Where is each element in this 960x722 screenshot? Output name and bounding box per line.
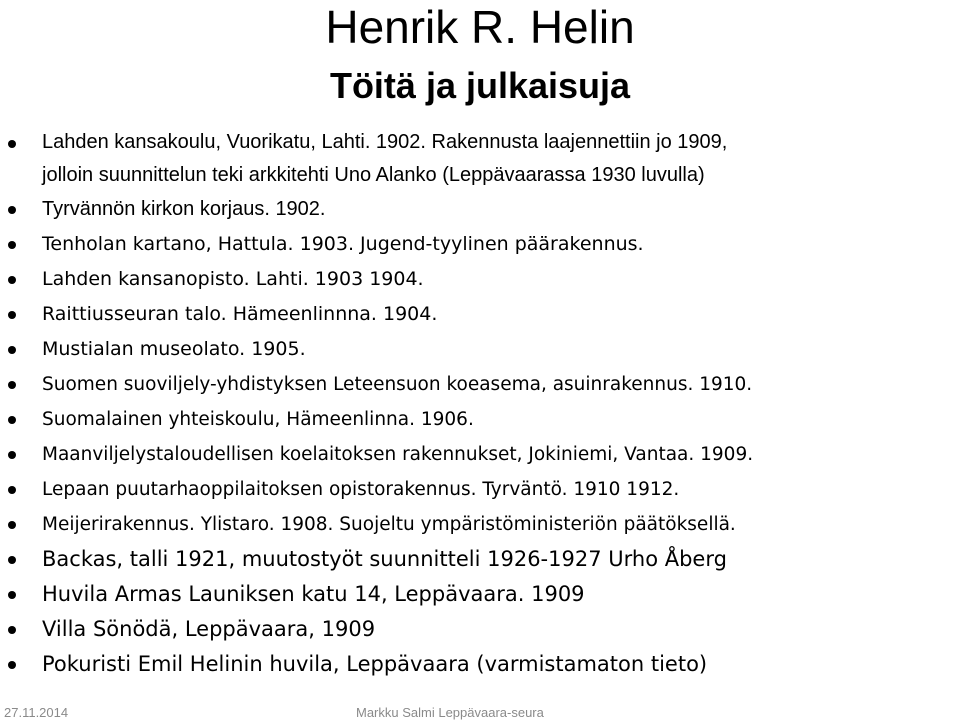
list-item-text: Tyrvännön kirkon korjaus. 1902.: [42, 198, 326, 220]
bullet-icon: [8, 521, 16, 529]
list-item: [0, 647, 960, 682]
bullet-icon: [8, 346, 16, 354]
list-item: [0, 297, 960, 332]
list-item-text: Huvila Armas Launiksen katu 14, Leppävaara. 1909: [42, 582, 585, 606]
list-item: [0, 126, 960, 192]
list-item: [0, 332, 960, 367]
bullet-icon: [8, 556, 16, 564]
list-item: [0, 612, 960, 647]
bullet-icon: [8, 591, 16, 599]
list-item: [0, 542, 960, 577]
list-item: [0, 262, 960, 297]
list-item-text: Maanviljelystaloudellisen koelaitoksen rakennukset, Jokiniemi, Vantaa. 1909.: [42, 444, 754, 465]
footer-author: Markku Salmi Leppävaara-seura: [356, 705, 544, 720]
page-title: Henrik R. Helin: [325, 1, 635, 53]
bullet-icon: [8, 451, 16, 459]
list-item: [0, 367, 960, 402]
list-item: [0, 577, 960, 612]
list-item: [0, 192, 960, 227]
list-item: [0, 227, 960, 262]
list-item: [0, 437, 960, 472]
list-item-text: Lepaan puutarhaoppilaitoksen opistorakennus. Tyrväntö. 1910 1912.: [42, 479, 680, 500]
bullet-icon: [8, 626, 16, 634]
bullet-icon: [8, 206, 16, 214]
bullet-list: [0, 126, 960, 682]
list-item-text: jolloin suunnittelun teki arkkitehti Uno Alanko (Leppävaarassa 1930 luvulla): [42, 164, 705, 186]
bullet-icon: [8, 416, 16, 424]
footer-date: 27.11.2014: [4, 705, 69, 720]
bullet-icon: [8, 311, 16, 319]
list-item-text: Meijerirakennus. Ylistaro. 1908. Suojeltu ympäristöministeriön päätöksellä.: [42, 514, 736, 535]
list-item-text: Lahden kansanopisto. Lahti. 1903 1904.: [42, 268, 424, 290]
bullet-icon: [8, 276, 16, 284]
bullet-icon: [8, 661, 16, 669]
list-item-text: Pokuristi Emil Helinin huvila, Leppävaara (varmistamaton tieto): [42, 652, 708, 676]
list-item-text: Lahden kansakoulu, Vuorikatu, Lahti. 1902. Rakennusta laajennettiin jo 1909,: [42, 131, 728, 153]
list-item-text: Villa Sönödä, Leppävaara, 1909: [42, 617, 376, 641]
bullet-icon: [8, 241, 16, 249]
list-item: [0, 507, 960, 542]
list-item-text: Tenholan kartano, Hattula. 1903. Jugend-tyylinen päärakennus.: [42, 233, 644, 255]
list-item-text: Backas, talli 1921, muutostyöt suunnitteli 1926-1927 Urho Åberg: [42, 547, 727, 571]
list-item: [0, 472, 960, 507]
list-item-text: Mustialan museolato. 1905.: [42, 338, 306, 360]
list-item: [0, 402, 960, 437]
bullet-icon: [8, 486, 16, 494]
list-item-text: Suomalainen yhteiskoulu, Hämeenlinna. 1906.: [42, 409, 474, 430]
list-item-text: Raittiusseuran talo. Hämeenlinnna. 1904.: [42, 303, 438, 325]
bullet-icon: [8, 140, 16, 148]
page-subtitle: Töitä ja julkaisuja: [329, 65, 631, 106]
bullet-icon: [8, 381, 16, 389]
list-item-text: Suomen suoviljely-yhdistyksen Leteensuon koeasema, asuinrakennus. 1910.: [42, 374, 753, 395]
